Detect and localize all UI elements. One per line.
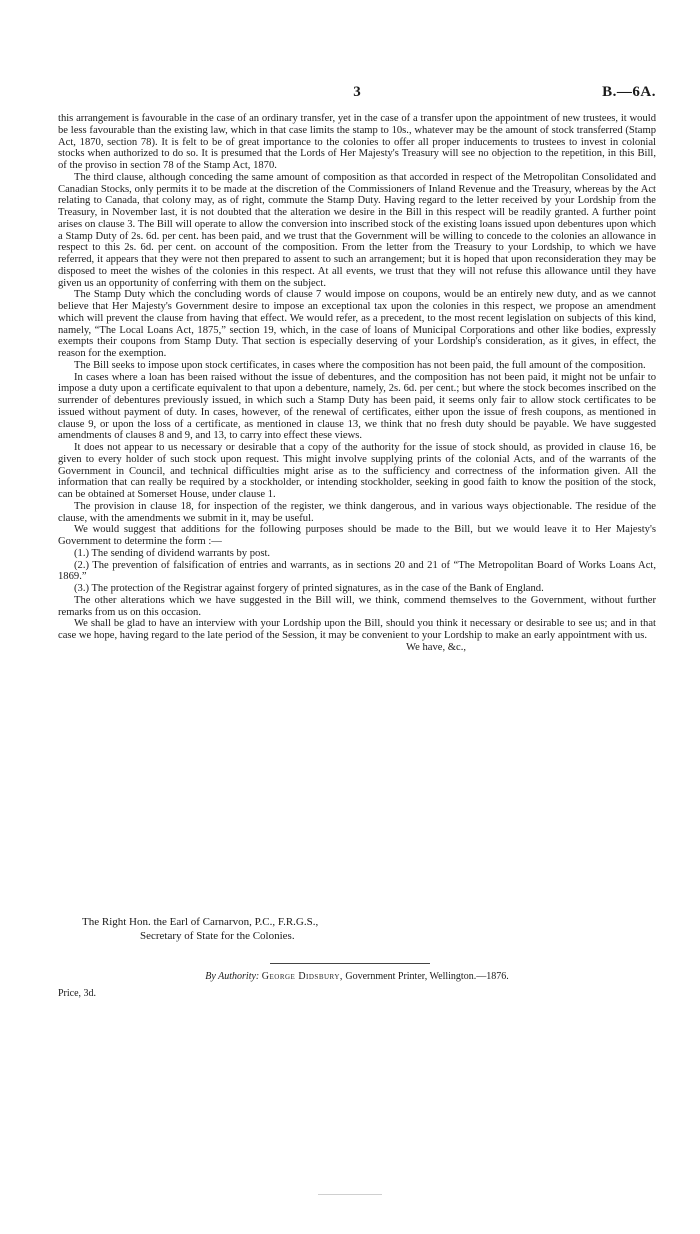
paragraph: We would suggest that additions for the following purposes should be made to the Bill, but we would leave it to Her Majesty's Government to determine the form :—: [58, 524, 656, 547]
imprint-suffix: Government Printer, Wellington.—1876.: [345, 971, 509, 982]
divider-rule: [270, 963, 430, 964]
paragraph: The Stamp Duty which the concluding words of clause 7 would impose on coupons, would be an entirely new duty, and as we cannot believe that Her Majesty's Government desire to impose an exceptional tax upon the colonies in this respect, we propose an amendment which will prevent the clause from having that effect. We would refer, as a precedent, to the most recent legislation on subjects of this kind, namely, “The Local Loans Act, 1875,” section 19, which, in the case of loans of Municipal Corporations and other like bodies, expressly exempts their coupons from Stamp Duty. That section is especially deserving of your Lordship's consideration, as it gives, in effect, the reason for the exemption.: [58, 289, 656, 359]
signoff: We have, &c.,: [405, 641, 466, 653]
printer-imprint: [58, 971, 656, 982]
paper-reference: B.—6A.: [602, 84, 656, 100]
list-item: (2.) The prevention of falsification of entries and warrants, as in sections 20 and 21 of “The Metropolitan Board of Works Loans Act, 1869.”: [58, 559, 656, 583]
paragraph: The provision in clause 18, for inspection of the register, we think dangerous, and in various ways objectionable. The residue of the clause, with the amendments we submit in it, may be useful.: [58, 500, 656, 524]
paragraph: The other alterations which we have suggested in the Bill will, we think, commend themselves to the Government, without further remarks from us on this occasion.: [58, 594, 656, 618]
imprint-prefix: By Authority:: [205, 971, 260, 982]
paragraph: The third clause, although conceding the same amount of composition as that accorded in respect of the Metropolitan Consolidated and Canadian Stocks, only permits it to be made at the discretion of the Commissioners of Inland Revenue and the Treasury, whereas by the Act relating to Canada, that colony may, as of right, commute the Stamp Duty. Having regard to the letter received by your Lordship from the Treasury, in November last, it is not doubted that the alteration we desire in the Bill in this respect will be readily granted. A further point arises on clause 3. The Bill will operate to allow the conversion into inscribed stock of the existing loans issued upon debentures upon which a Stamp Duty of 2s. 6d. per cent. has been paid, and we trust that the Government will be willing to concede to the colonies an allowance in respect to this 2s. 6d. per cent. on account of the composition. From the letter from the Treasury to your Lordship, to which we have referred, it appears that they were not then prepared to assent to such an arrangement; but it is hoped that upon reconsideration they may be disposed to meet the wishes of the colonies in this respect. At all events, we trust that they will not refuse this allowance until they have given us an opportunity of conferring with them on the subject.: [58, 171, 656, 289]
page-number: 3: [353, 84, 361, 100]
addressee-block: [82, 915, 318, 943]
addressee-title: Secretary of State for the Colonies.: [140, 930, 295, 942]
imprint-printer-name: George Didsbury,: [261, 971, 343, 982]
letter-body: [58, 113, 656, 654]
list-item: (3.) The protection of the Registrar against forgery of printed signatures, as in the case of the Bank of England.: [74, 583, 544, 594]
paragraph: We shall be glad to have an interview with your Lordship upon the Bill, should you think it necessary or desirable to see us; and in that case we hope, having regard to the late period of the Session, it may be convenient to your Lordship to make an early appointment with us.: [58, 618, 656, 641]
faint-divider: [318, 1194, 382, 1195]
paragraph: It does not appear to us necessary or desirable that a copy of the authority for the issue of stock should, as provided in clause 16, be given to every holder of such stock upon request. This might involve supplying prints of the colonial Acts, and of the warrants of the Government in Council, and technical difficulties might arise as to the sufficiency and correctness of the information given. All the information that can really be required by a stockholder, or intending stockholder, seeking in good faith to know the position of the stock, can be obtained at Somerset House, under clause 1.: [58, 442, 656, 500]
addressee-name: The Right Hon. the Earl of Carnarvon, P.C., F.R.G.S.,: [82, 916, 319, 928]
paragraph: In cases where a loan has been raised without the issue of debentures, and the composition has not been paid, it might not be unfair to impose a duty upon a certificate equivalent to that upon a debenture, namely, 2s. 6d. per cent.; but where the stock becomes inscribed on the surrender of debentures previously issued, in which such a Stamp Duty has been paid, it seems only fair to allow stock certificates to be issued without payment of duty. In cases, however, of the renewal of certificates, either upon the issue of fresh coupons, as mentioned in clause 9, or upon the loss of a certificate, as mentioned in clause 13, we think that no fresh duty should be payable. We have suggested amendments of clauses 8 and 9, and 13, to carry into effect these views.: [58, 371, 656, 442]
list-item: (1.) The sending of dividend warrants by post.: [74, 547, 271, 559]
price-label: Price, 3d.: [58, 988, 97, 999]
paragraph: this arrangement is favourable in the case of an ordinary transfer, yet in the case of a transfer upon the appointment of new trustees, it would be less favourable than the existing law, which in that case limits the stamp to 10s., whatever may be the amount of stock transferred (Stamp Act, 1870, section 78). It is felt to be of great importance to the colonies to offer all proper inducements to trustees to invest in colonial stocks when authorized to do so. It is presumed that the Lords of Her Majesty's Treasury will see no objection to the repetition, in this Bill, of the proviso in section 78 of the Stamp Act, 1870.: [58, 113, 656, 171]
paragraph: The Bill seeks to impose upon stock certificates, in cases where the composition has not been paid, the full amount of the composition.: [74, 359, 646, 371]
page-header: [58, 84, 656, 104]
